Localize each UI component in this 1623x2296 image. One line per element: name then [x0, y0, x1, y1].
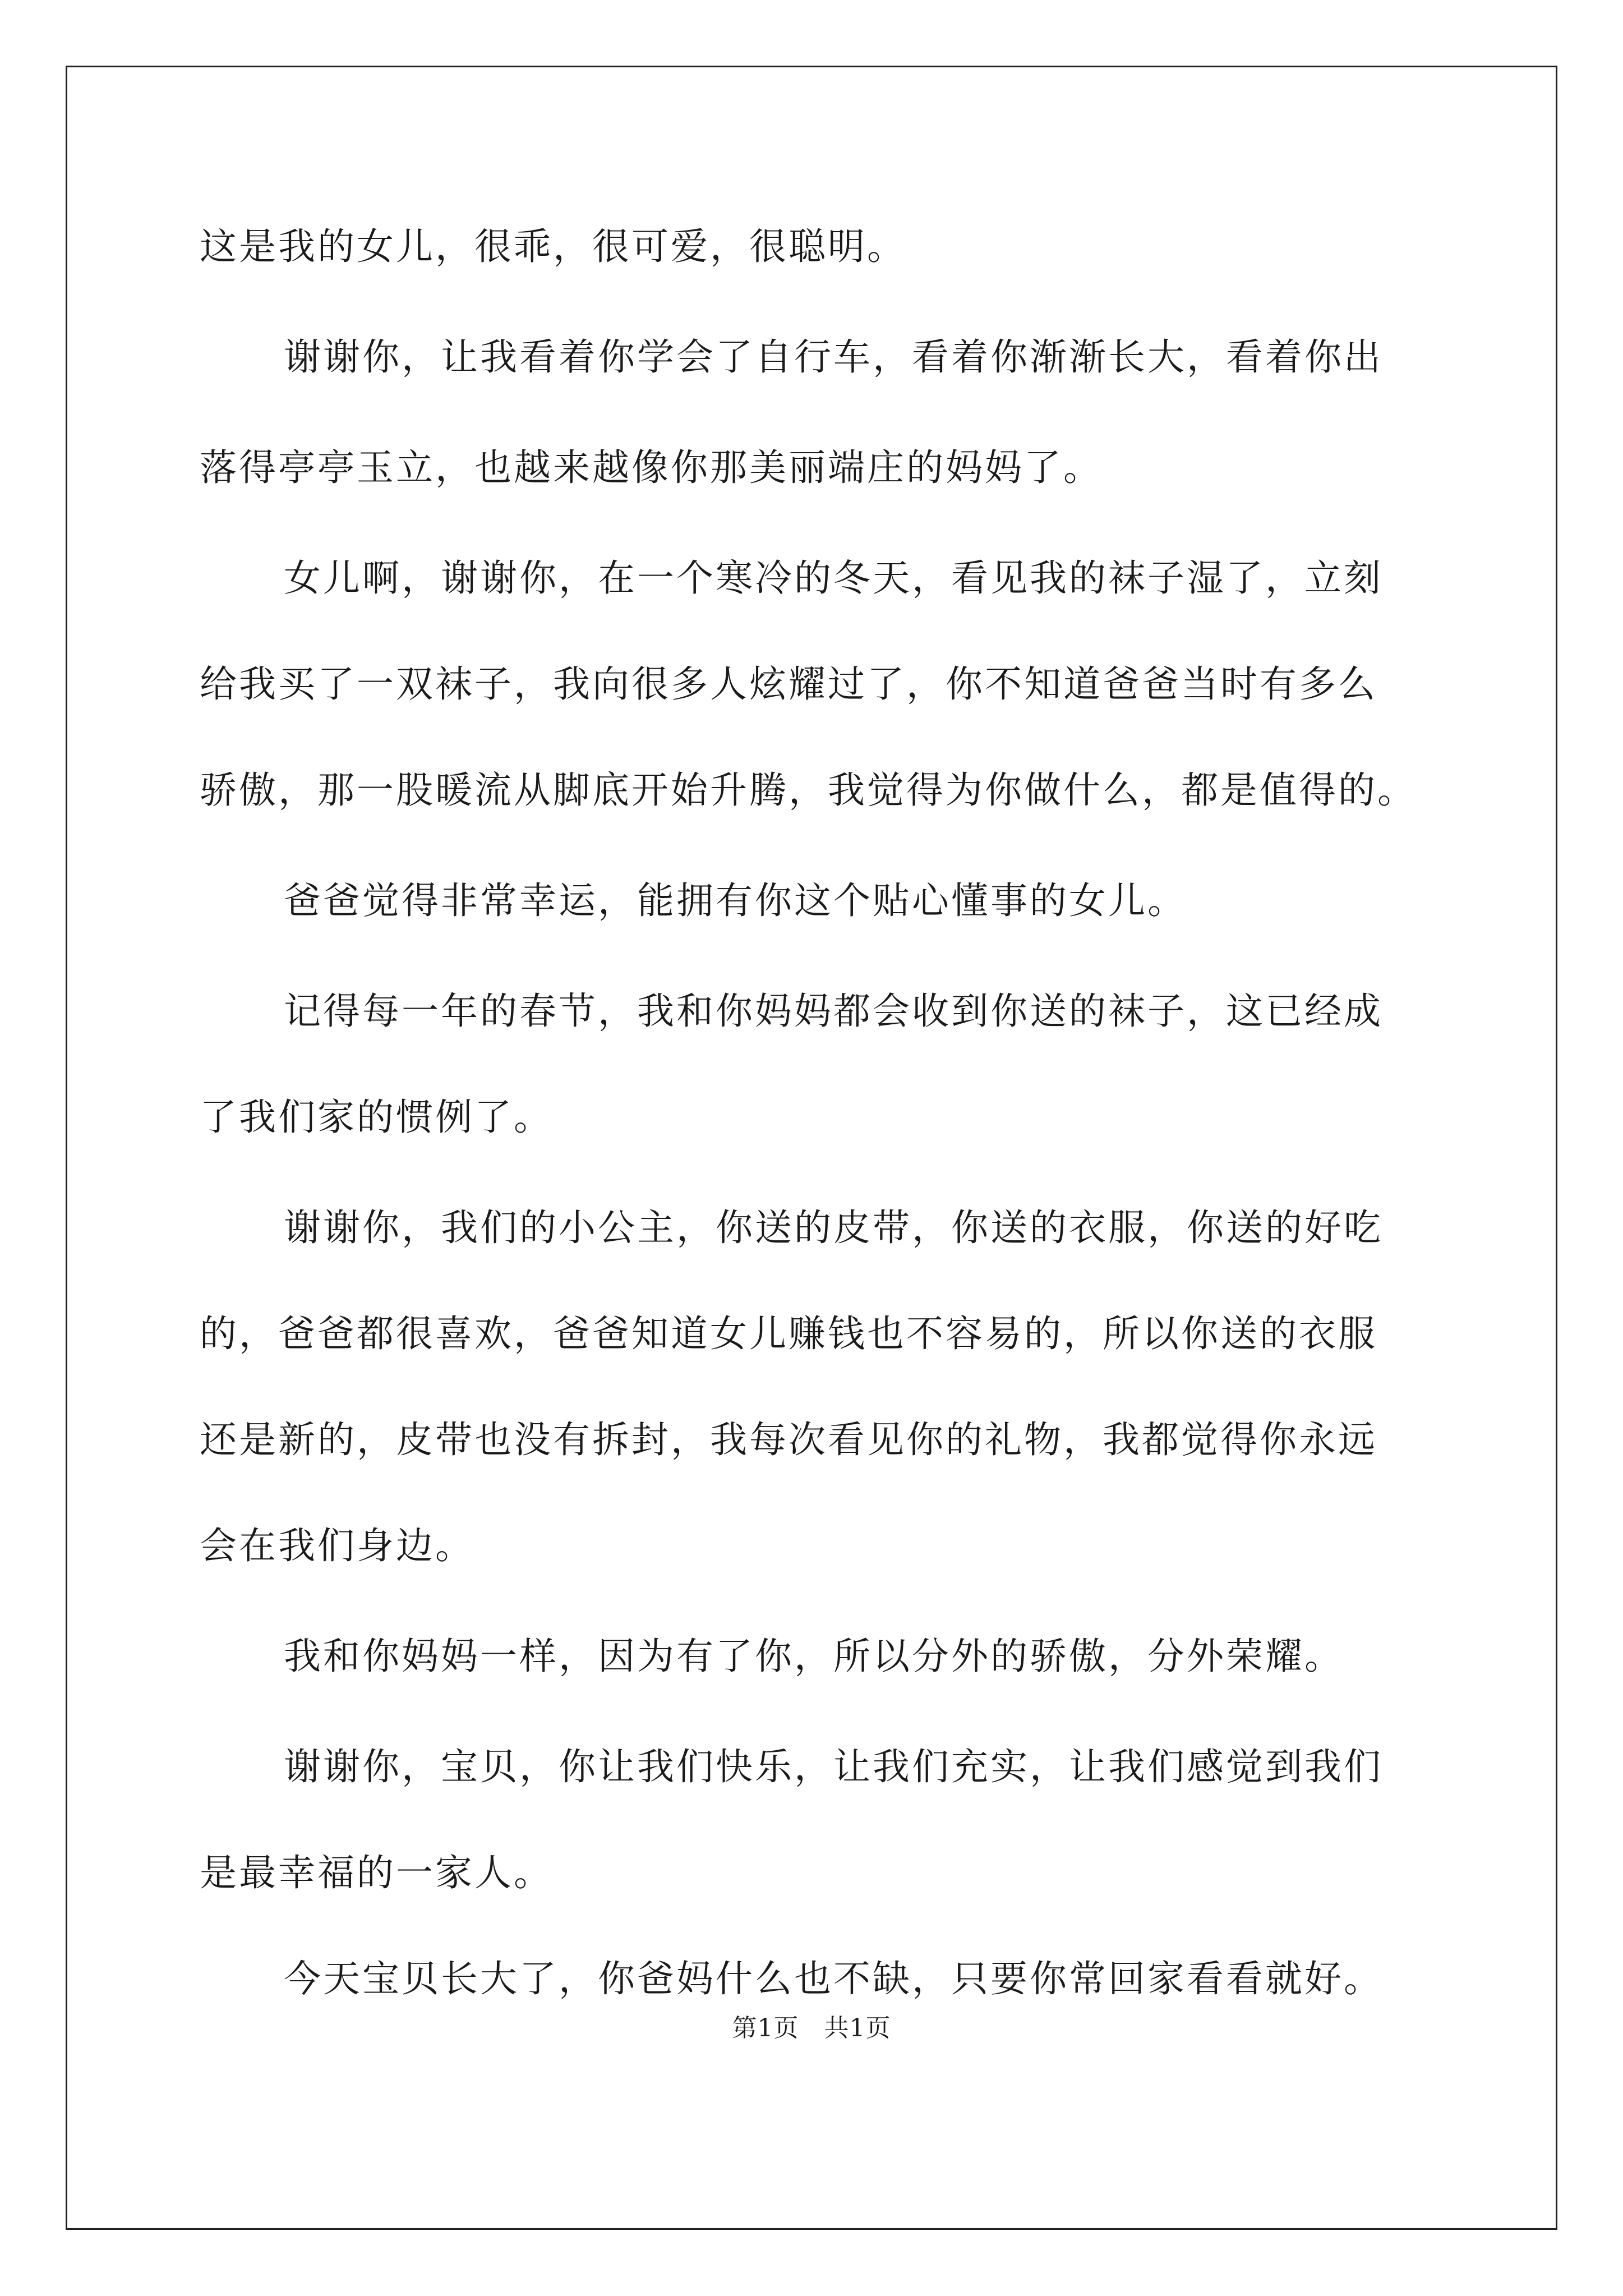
- text-line: 是最幸福的一家人。: [200, 1851, 553, 1894]
- text-line: 这是我的女儿，很乖，很可爱，很聪明。: [200, 225, 906, 268]
- text-line: 给我买了一双袜子，我向很多人炫耀过了，你不知道爸爸当时有多么: [200, 662, 1377, 706]
- page-number: 第1页 共1页: [732, 2014, 891, 2042]
- text-line: 的，爸爸都很喜欢，爸爸知道女儿赚钱也不容易的，所以你送的衣服: [200, 1312, 1377, 1355]
- text-line: 我和你妈妈一样，因为有了你，所以分外的骄傲，分外荣耀。: [284, 1635, 1344, 1678]
- text-line: 爸爸觉得非常幸运，能拥有你这个贴心懂事的女儿。: [284, 879, 1187, 922]
- text-line: 谢谢你，宝贝，你让我们快乐，让我们充实，让我们感觉到我们: [284, 1745, 1383, 1788]
- text-line: 了我们家的惯例了。: [200, 1096, 553, 1139]
- text-line: 今天宝贝长大了，你爸妈什么也不缺，只要你常回家看看就好。: [284, 1957, 1383, 2000]
- text-line: 会在我们身边。: [200, 1524, 474, 1567]
- text-line: 骄傲，那一股暖流从脚底开始升腾，我觉得为你做什么，都是值得的。: [200, 769, 1417, 812]
- text-line: 谢谢你，我们的小公主，你送的皮带，你送的衣服，你送的好吃: [284, 1206, 1383, 1249]
- text-line: 落得亭亭玉立，也越来越像你那美丽端庄的妈妈了。: [200, 446, 1103, 489]
- text-line: 记得每一年的春节，我和你妈妈都会收到你送的袜子，这已经成: [284, 990, 1383, 1033]
- text-line: 谢谢你，让我看着你学会了自行车，看着你渐渐长大，看着你出: [284, 335, 1383, 379]
- text-line: 还是新的，皮带也没有拆封，我每次看见你的礼物，我都觉得你永远: [200, 1418, 1377, 1461]
- text-line: 女儿啊，谢谢你，在一个寒冷的冬天，看见我的袜子湿了，立刻: [284, 556, 1383, 600]
- page-border: [66, 66, 1557, 2230]
